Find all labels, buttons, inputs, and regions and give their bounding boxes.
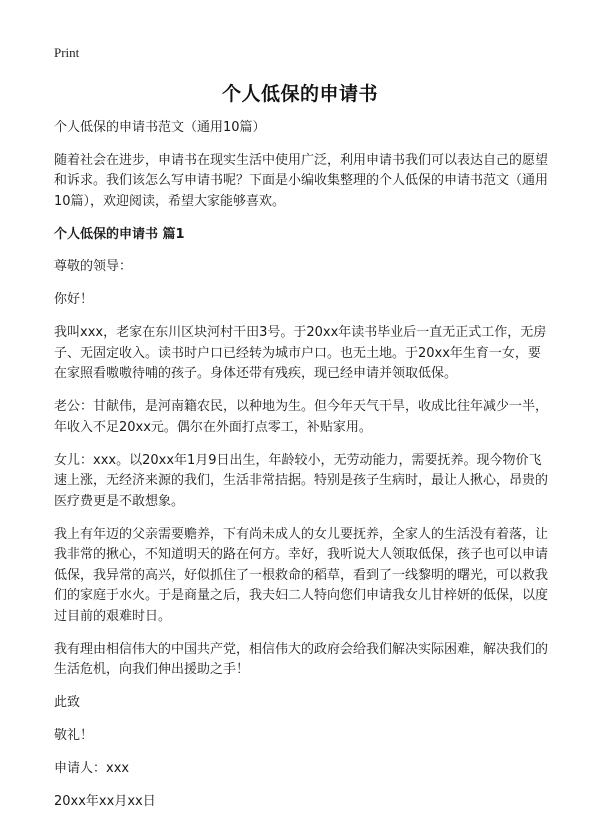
body-paragraph-3: 女儿：xxx。以20xx年1月9日出生，年龄较小，无劳动能力，需要抚养。现今物价飞速上涨，无经济来源的我们，生活非常拮据。特别是孩子生病时，最让人揪心，昂贵的医疗费更是不敢想象。 — [54, 452, 549, 509]
document-title: 个人低保的申请书 — [221, 83, 378, 105]
closing-line-1: 此致 — [54, 695, 81, 710]
date-line: 20xx年xx月xx日 — [54, 794, 156, 809]
closing-line-2: 敬礼！ — [54, 728, 94, 743]
greeting: 你好！ — [54, 292, 94, 307]
body-paragraph-1: 我叫xxx，老家在东川区块河村干田3号。于20xx年读书毕业后一直无正式工作，无房子、无固定收入。读书时户口已经转为城市户口。也无土地。于20xx年生育一女，要在家照看嗷嗷待哺的孩子。身体还带有残疾，现已经申请并领取低保。 — [54, 325, 547, 381]
body-paragraph-4: 我上有年迈的父亲需要赡养，下有尚未成人的女儿要抚养，全家人的生活没有着落，让我非常的揪心，不知道明天的路在何方。幸好，我听说大人领取低保，孩子也可以申请低保，我异常的高兴，好似抓住了一根救命的稻草，看到了一线黎明的曙光，可以救我们的家庭于水火。于是商量之后，我夫妇二人特向您们申请我女儿甘梓妍的低保，以度过目前的艰难时日。 — [54, 526, 549, 624]
section-heading: 个人低保的申请书 篇1 — [54, 226, 185, 242]
applicant-line: 申请人：xxx — [54, 761, 130, 776]
document-body — [54, 118, 552, 825]
print-link[interactable]: Print — [54, 45, 80, 60]
body-paragraph-5: 我有理由相信伟大的中国共产党，相信伟大的政府会给我们解决实际困难，解决我们的生活危机，向我们伸出援助之手！ — [54, 641, 549, 677]
body-paragraph-2: 老公：甘献伟，是河南籍农民，以种地为生。但今年天气干旱，收成比往年减少一半，年收入不足20xx元。偶尔在外面打点零工，补贴家用。 — [54, 399, 549, 435]
salutation: 尊敬的领导： — [54, 259, 133, 274]
intro-paragraph: 随着社会在进步，申请书在现实生活中使用广泛，利用申请书我们可以表达自己的愿望和诉求。我们该怎么写申请书呢？下面是小编收集整理的个人低保的申请书范文（通用10篇），欢迎阅读，希望大家能够喜欢。 — [54, 152, 549, 209]
document-subtitle: 个人低保的申请书范文（通用10篇） — [54, 120, 266, 135]
